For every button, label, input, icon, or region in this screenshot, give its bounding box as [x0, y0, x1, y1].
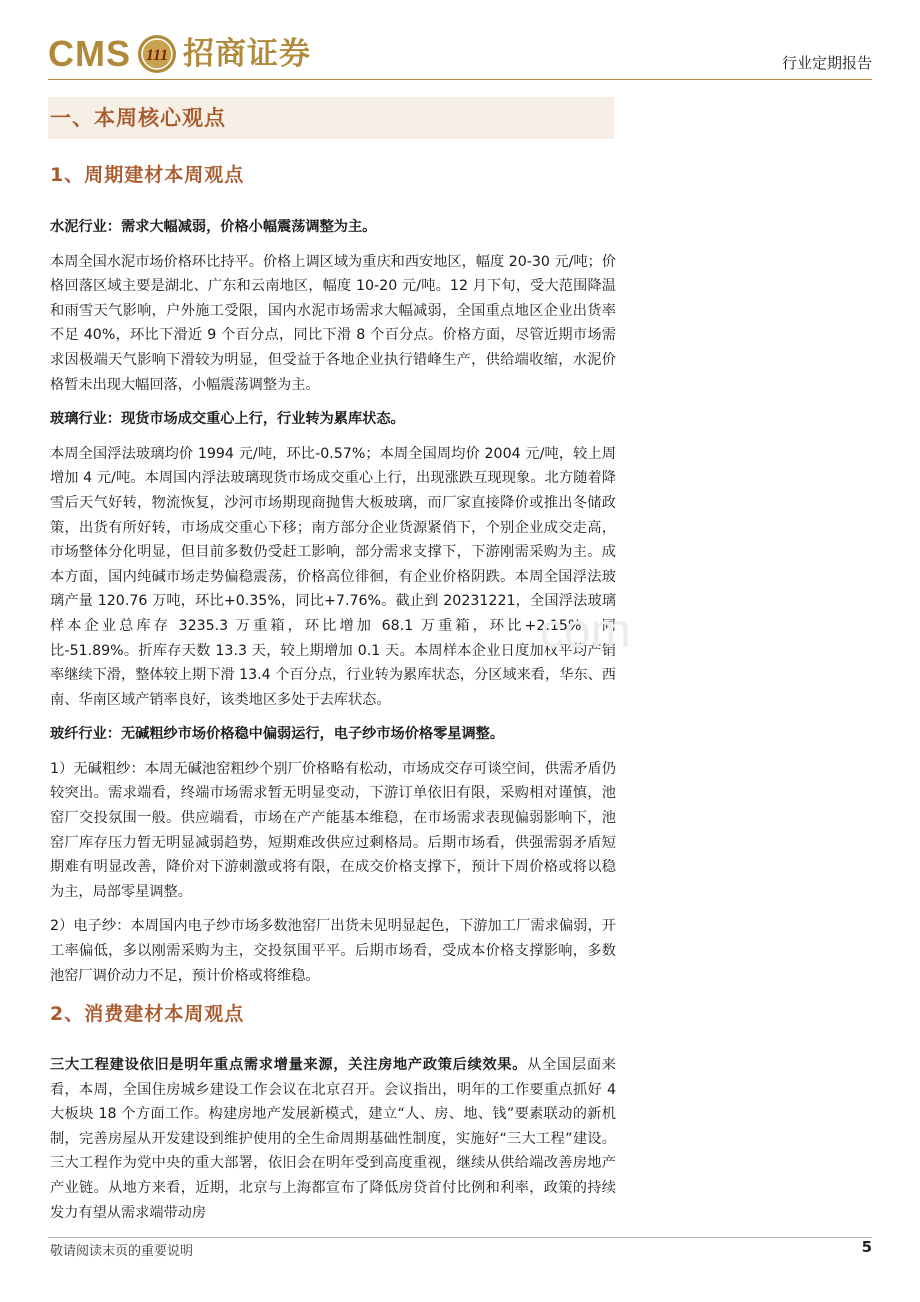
- cms-logo: [48, 32, 311, 76]
- glass-paragraph: 本周全国浮法玻璃均价 1994 元/吨，环比-0.57%；本周全国周均价 2004 元/吨，较上周增加 4 元/吨。本周国内浮法玻璃现货市场成交重心上行，出现涨跌互现现象。北方随着降雪后天气好转，物流恢复，沙河市场期现商抛售大板玻璃，而厂家直接降价或推出冬储政策，出货有所好转，市场成交重心下移；南方部分企业货源紧俏下，个别企业成交走高，市场整体分化明显，但目前多数仍受赶工影响，部分需求支撑下，下游刚需采购为主。成本方面，国内纯碱市场走势偏稳震荡，价格高位徘徊，有企业价格阴跌。本周全国浮法玻璃产量 120.76 万吨，环比+0.35%，同比+7.76%。截止到 20231221，全国浮法玻璃样本企业总库存 3235.3 万重箱，环比增加 68.1 万重箱，环比+2.15%，同比-51.89%。折库存天数 13.3 天，较上期增加 0.1 天。本周样本企业日度加权平均产销率继续下滑，整体较上期下滑 13.4 个百分点，行业转为累库状态，分区域来看，华东、西南、华南区域产销率良好，该类地区多处于去库状态。: [50, 445, 616, 708]
- glass-lead: 玻璃行业：现货市场成交重心上行，行业转为累库状态。: [50, 411, 405, 428]
- header-divider: [48, 79, 872, 80]
- fiberglass-lead: 玻纤行业：无碱粗纱市场价格稳中偏弱运行，电子纱市场价格零星调整。: [50, 726, 505, 743]
- page-number: 5: [861, 1238, 872, 1256]
- logo-cms-text: CMS: [48, 33, 131, 74]
- subsection-title-cyclical: 1、周期建材本周观点: [50, 164, 245, 186]
- electronic-yarn-paragraph: 2）电子纱：本周国内电子纱市场多数池窑厂出货未见明显起色，下游加工厂需求偏弱，开工率偏低，多以刚需采购为主，交投氛围平平。后期市场看，受成本价格支撑影响，多数池窑厂调价动力不足，预计价格或将维稳。: [50, 918, 616, 984]
- section-title: 一、本周核心观点: [50, 106, 226, 130]
- watermark: com: [540, 605, 631, 658]
- footer-divider: [48, 1237, 872, 1238]
- page-header: [0, 0, 920, 84]
- cement-lead: 水泥行业：需求大幅减弱，价格小幅震荡调整为主。: [50, 219, 377, 235]
- infrastructure-lead: 三大工程建设依旧是明年重点需求增量来源，关注房地产政策后续效果。: [50, 1057, 528, 1073]
- svg-text:111: 111: [145, 47, 169, 64]
- report-type-label: 行业定期报告: [781, 54, 872, 72]
- infrastructure-text: 从全国层面来看，本周，全国住房城乡建设工作会议在北京召开。会议指出，明年的工作要重点抓好 4 大板块 18 个方面工作。构建房地产发展新模式，建立“人、房、地、钱”要素联动的新机制，完善房屋从开发建设到维护使用的全生命周期基础性制度，实施好“三大工程”建设。三大工程作为党中央的重大部署，依旧会在明年受到高度重视，继续从供给端改善房地产产业链。从地方来看，近期，北京与上海都宣布了降低房贷首付比例和利率，政策的持续发力有望从需求端带动房: [50, 1057, 616, 1221]
- logo-cn-text: 招商证券: [183, 36, 311, 72]
- footer-disclaimer: 敬请阅读末页的重要说明: [50, 1244, 194, 1259]
- consumer-body: [50, 1053, 616, 1235]
- infrastructure-paragraph: [50, 1053, 616, 1225]
- logo-seal-icon: [137, 34, 177, 74]
- roving-paragraph: 1）无碱粗纱：本周无碱池窑粗纱个别厂价格略有松动，市场成交存可谈空间，供需矛盾仍较突出。需求端看，终端市场需求暂无明显变动，下游订单依旧有限，采购相对谨慎，池窑厂交投氛围一般。供应端看，市场在产产能基本维稳，在市场需求表现偏弱影响下，池窑厂库存压力暂无明显减弱趋势，短期难改供应过剩格局。后期市场看，供强需弱矛盾短期难有明显改善，降价对下游刺激或将有限，在成交价格支撑下，预计下周价格或将以稳为主，局部零星调整。: [50, 760, 616, 900]
- cement-paragraph: 本周全国水泥市场价格环比持平。价格上调区域为重庆和西安地区，幅度 20-30 元/吨；价格回落区域主要是湖北、广东和云南地区，幅度 10-20 元/吨。12 月下旬，受大范围降温和雨雪天气影响，户外施工受限，国内水泥市场需求大幅减弱，全国重点地区企业出货率不足 40%，环比下滑近 9 个百分点，同比下滑 8 个百分点。价格方面，尽管近期市场需求因极端天气影响下滑较为明显，但受益于各地企业执行错峰生产，供给端收缩，水泥价格暂未出现大幅回落，小幅震荡调整为主。: [50, 253, 616, 393]
- subsection-title-consumer: 2、消费建材本周观点: [50, 1003, 245, 1025]
- cyclical-body: [50, 215, 616, 998]
